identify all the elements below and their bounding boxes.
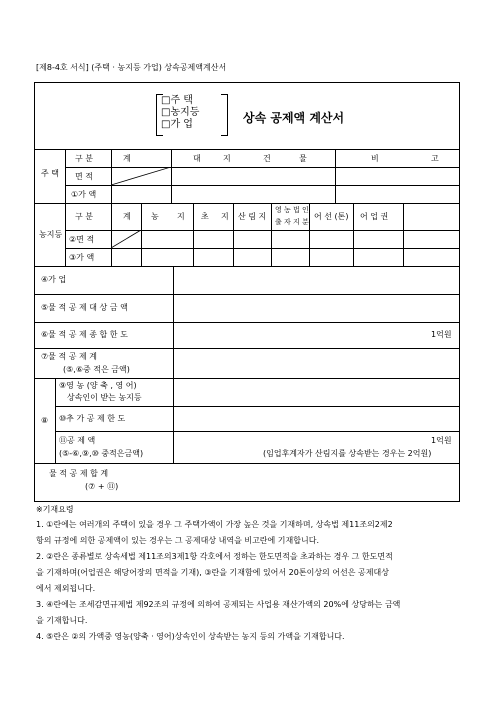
row-deduction-amount-note: (⑤-⑥,⑨,⑩ 중적은금액) [59,449,144,458]
row-deduction-amount: ⑪공 제 액 [59,436,96,445]
note-line: 4. ⑤란은 ②의 가액중 영농(양축 · 영어)상속인이 상속받는 농지 등의 가액을 기재합니다. [36,632,345,641]
row-farming-heir: ⑨영 농 (양 축 , 영 어) [59,381,137,390]
farmland-gubun: 구 분 [75,212,93,221]
note-line: 3. ④란에는 조세감면규제법 제92조의 규정에 의하여 공제되는 사업용 재산가액의 20%에 상당하는 금액 [36,600,401,609]
farmland-col-corp: 영 농 법 인 [275,206,309,214]
housing-col-land: 대 [193,154,201,163]
instructions-heading: ※기재요령 [36,505,74,514]
housing-section-label: 주 택 [41,169,59,178]
header-bracket-right [221,94,228,136]
empty-cell-slash [111,167,171,185]
farmland-col-grass: 초 [201,212,209,221]
farmland-col-farm: 농 [151,212,159,221]
calc-form [34,82,460,502]
housing-value-label: ①가 액 [71,190,97,199]
note-line: 을 기재하며(어업권은 해당어장의 면적을 기재), ③란을 기재함에 있어서 20톤이상의 어선은 공제대상 [36,568,389,577]
row-business: ④가 업 [41,275,67,284]
farmland-col-boat: 어 선 (톤) [314,212,349,221]
housing-col-total: 계 [123,154,131,163]
housing-col-note: 비 [371,154,379,163]
form-caption: [제8-4호 서식] (주택 · 농지등 가업) 상속공제액계산서 [36,63,227,72]
row-deduction-sum-note: (⑤,⑥중 적은 금액) [63,365,130,374]
housing-area-label: 면 적 [75,172,93,181]
checkbox-farmland[interactable]: □농지등 [161,107,200,118]
housing-gubun: 구 분 [75,154,93,163]
farmland-col-farm2: 지 [177,212,185,221]
housing-col-bldg2: 물 [299,154,307,163]
checkbox-business[interactable]: □가 업 [161,119,193,130]
row-deduction-limit: ⑥물 적 공 제 종 합 한 도 [41,330,128,339]
farmland-col-total: 계 [123,212,131,221]
note-line: 항의 규정에 의한 공제액이 있는 경우는 그 공제대상 내역을 비고란에 기재합니다. [36,536,319,545]
note-line: 1. ①란에는 여러개의 주택이 있을 경우 그 주택가액이 가장 높은 것을 기재하며, 상속법 제11조의2제2 [36,520,393,529]
row-deduction-sum: ⑦물 적 공 제 계 [41,352,97,361]
housing-col-note2: 고 [431,154,439,163]
row-deduction-amount-remark: (임업후계자가 산림지를 상속받는 경우는 2억원) [263,449,432,458]
note-line: 에서 제외됩니다. [36,584,96,593]
farmland-col-corp2: 출 자 지 분 [275,218,309,226]
row-deduction-target: ⑤물 적 공 제 대 상 금 액 [41,303,128,312]
empty-cell-slash [111,230,141,248]
checkbox-housing[interactable]: □주 택 [161,95,193,106]
farmland-col-right: 어 업 권 [360,212,389,221]
form-title: 상속 공제액 계산서 [243,111,345,125]
farmland-value-label: ③가 액 [69,253,95,262]
farmland-col-forest: 산 림 지 [238,212,267,221]
row-total-note: (⑦ + ⑪) [85,482,119,491]
farmland-section-label: 농지등 [39,230,63,239]
note-line: 2. ②란은 종류별로 상속세법 제11조의3제1항 각호에서 정하는 한도면적을 초과하는 경우 그 한도면적 [36,552,393,561]
row-farming-heir-note: 상속인이 받는 농지등 [67,393,142,402]
row-additional-limit: ⑩추 가 공 제 한 도 [59,414,126,423]
row-deduction-limit-value: 1억원 [431,330,452,339]
housing-col-land2: 지 [223,154,231,163]
note-line: 을 기재합니다. [36,616,88,625]
farmland-col-grass2: 지 [221,212,229,221]
farmland-area-label: ②면 적 [69,235,95,244]
row-total: 물 적 공 제 합 계 [49,469,109,478]
row-deduction-amount-value: 1억원 [431,436,452,445]
row-8-label: ⑧ [41,416,49,425]
housing-col-bldg: 건 [263,154,271,163]
